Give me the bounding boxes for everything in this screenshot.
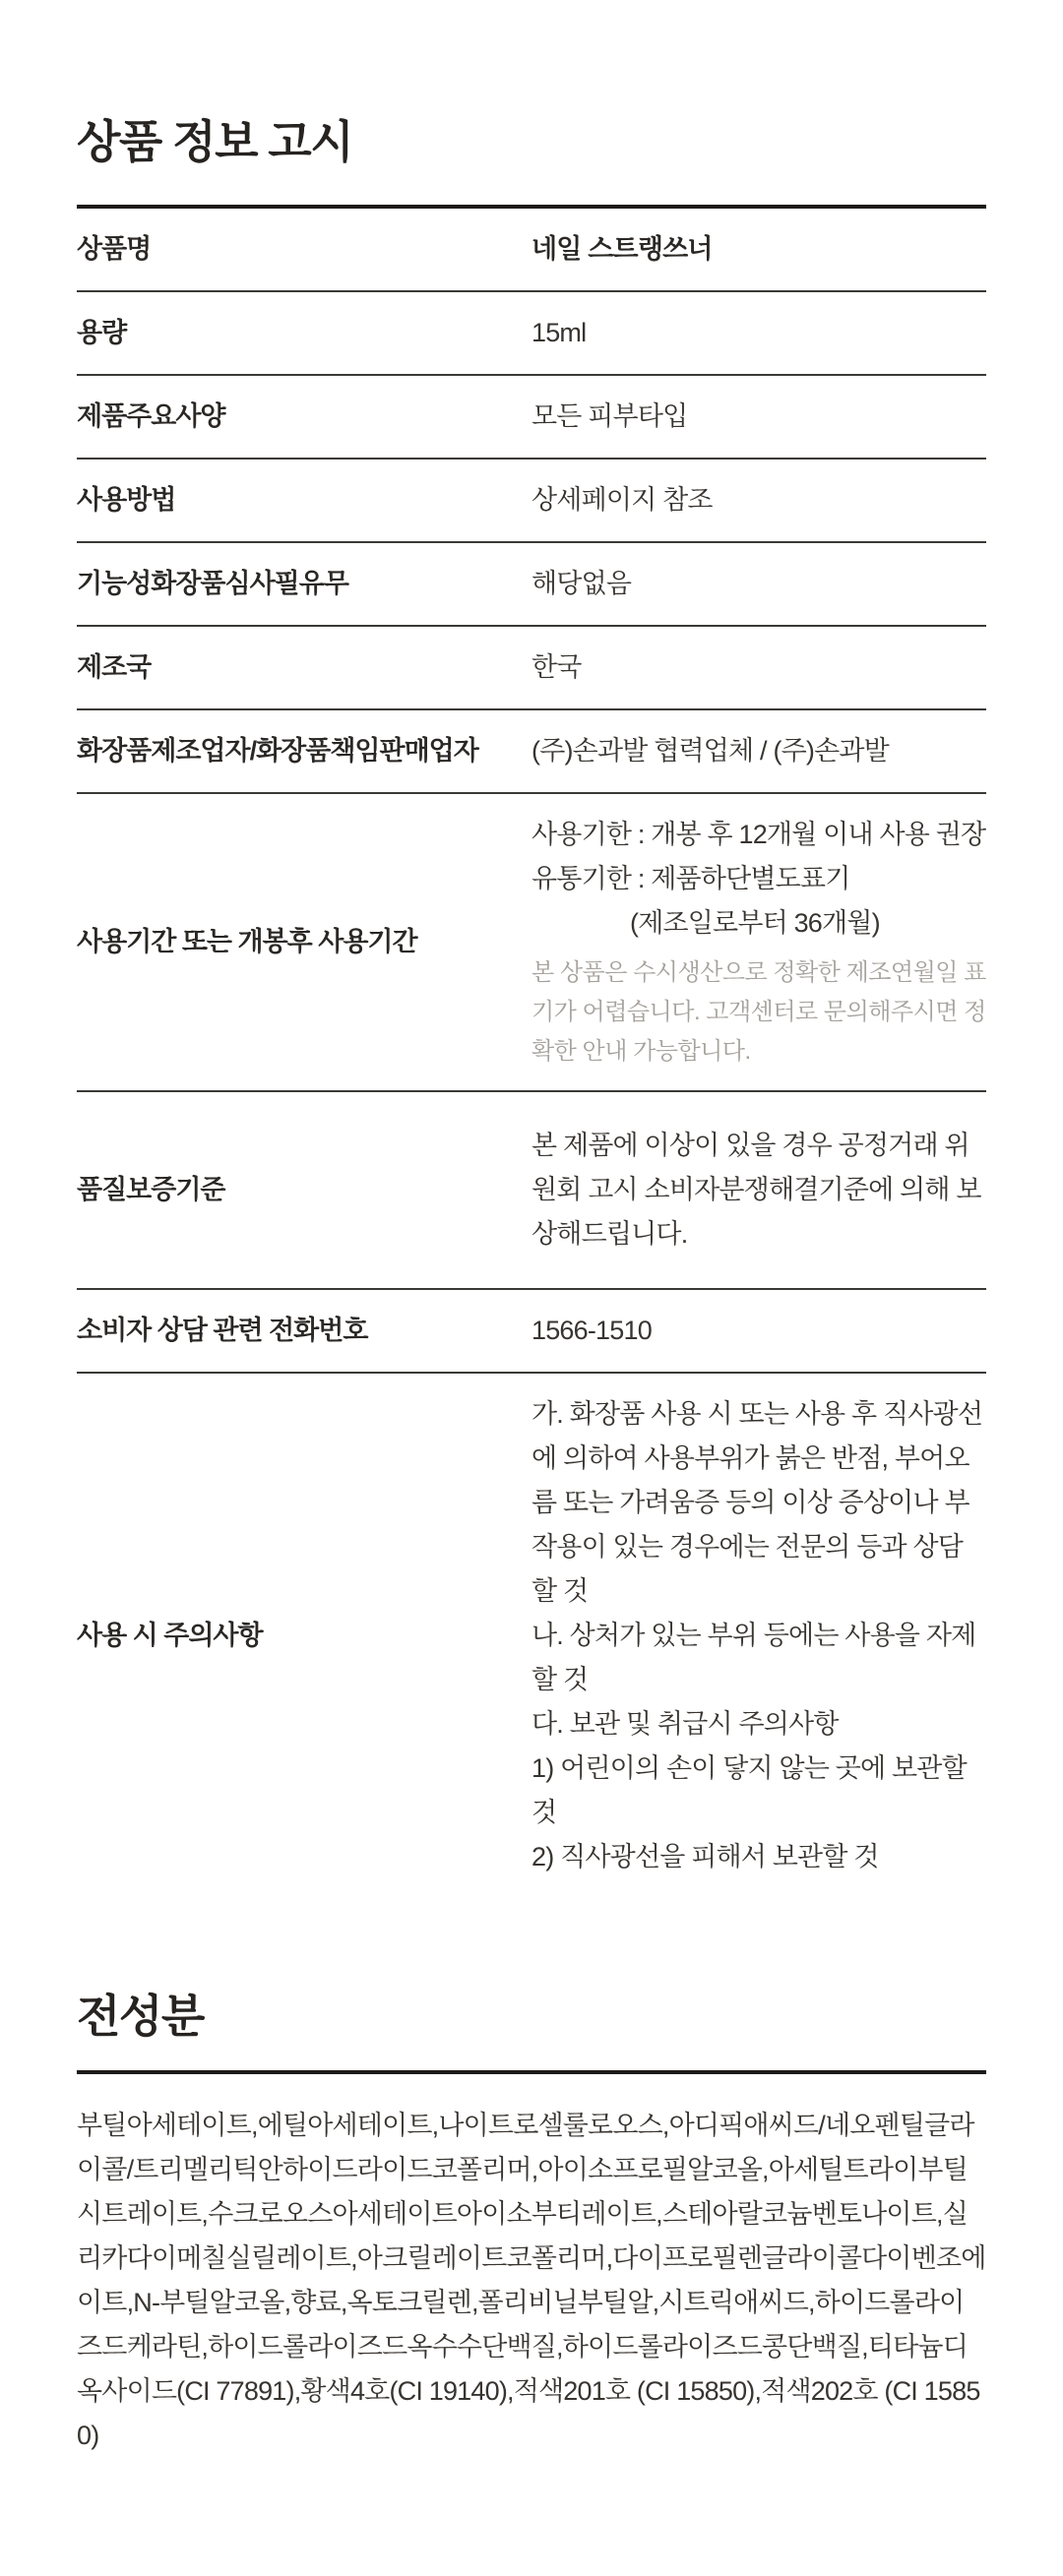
row-label: 사용기간 또는 개봉후 사용기간 bbox=[77, 927, 417, 956]
table-row-precautions bbox=[77, 1374, 986, 1898]
row-value: (주)손과발 협력업체 / (주)손과발 bbox=[532, 735, 889, 766]
usage-period-lines: 사용기한 : 개봉 후 12개월 이내 사용 권장 유통기한 : 제품하단별도표기 (제조일로부터 36개월) bbox=[532, 819, 986, 938]
product-notice-title: 상품 정보 고시 bbox=[77, 116, 353, 167]
table-row-usage-period bbox=[77, 794, 986, 1092]
table-row-volume bbox=[77, 292, 986, 376]
row-label: 제조국 bbox=[77, 652, 152, 682]
table-row-usage-method bbox=[77, 460, 986, 543]
row-label: 소비자 상담 관련 전화번호 bbox=[77, 1316, 368, 1345]
row-value: 상세페이지 참조 bbox=[532, 484, 713, 515]
divider bbox=[77, 2070, 986, 2074]
row-value: 해당없음 bbox=[532, 568, 632, 598]
table-row-country bbox=[77, 627, 986, 710]
table-row-main-spec bbox=[77, 376, 986, 460]
ingredients-section bbox=[77, 1989, 986, 2459]
ingredients-text: 부틸아세테이트,에틸아세테이트,나이트로셀룰로오스,아디픽애씨드/네오펜틸글라이콜/트리멜리틱안하이드라이드코폴리머,아이소프로필알코올,아세틸트라이부틸시트레이트,수크로오스아세테이트아이소부티레이트,스테아랄코늄벤토나이트,실리카다이메칠실릴레이트,아크릴레이트코폴리머,다이프로필렌글라이콜다이벤조에이트,N-부틸알코올,향료,옥토크릴렌,폴리비닐부틸알,시트릭애씨드,하이드롤라이즈드케라틴,하이드롤라이즈드옥수수단백질,하이드롤라이즈드콩단백질,티타늄디옥사이드(CI 77891),황색4호(CI 19140),적색201호 (CI 15850),적색202호 (CI 15850) bbox=[77, 2111, 986, 2450]
table-row-warranty bbox=[77, 1092, 986, 1290]
usage-period-note: 본 상품은 수시생산으로 정확한 제조연월일 표기가 어렵습니다. 고객센터로 문의해주시면 정확한 안내 가능합니다. bbox=[532, 958, 986, 1065]
table-row-consumer-phone bbox=[77, 1290, 986, 1374]
row-value: 1566-1510 bbox=[532, 1315, 652, 1345]
row-label: 기능성화장품심사필유무 bbox=[77, 569, 348, 598]
row-label: 사용방법 bbox=[77, 485, 176, 515]
row-value bbox=[532, 813, 986, 1072]
row-value: 가. 화장품 사용 시 또는 사용 후 직사광선에 의하여 사용부위가 붉은 반점, 부어오름 또는 가려움증 등의 이상 증상이나 부작용이 있는 경우에는 전문의 등과 상담할 것 나. 상처가 있는 부위 등에는 사용을 자제할 것 다. 보관 및 취급시 주의사항 1) 어린이의 손이 닿지 않는 곳에 보관할 것 2) 직사광선을 피해서 보관할 것 bbox=[532, 1398, 983, 1871]
row-label: 상품명 bbox=[77, 234, 152, 264]
row-value: 네일 스트랭쓰너 bbox=[532, 233, 713, 264]
row-label: 사용 시 주의사항 bbox=[77, 1621, 263, 1650]
row-value: 15ml bbox=[532, 317, 587, 347]
table-row-manufacturer bbox=[77, 710, 986, 794]
row-value: 한국 bbox=[532, 651, 582, 682]
row-value: 본 제품에 이상이 있을 경우 공정거래 위원회 고시 소비자분쟁해결기준에 의해 보상해드립니다. bbox=[532, 1130, 981, 1249]
table-row-functional-review bbox=[77, 543, 986, 627]
table-row-product-name bbox=[77, 209, 986, 292]
product-notice-table bbox=[77, 205, 986, 1898]
row-label: 화장품제조업자/화장품책임판매업자 bbox=[77, 736, 478, 766]
row-label: 제품주요사양 bbox=[77, 401, 225, 431]
ingredients-title: 전성분 bbox=[77, 1990, 204, 2042]
row-label: 품질보증기준 bbox=[77, 1175, 225, 1204]
row-value: 모든 피부타입 bbox=[532, 400, 688, 431]
row-label: 용량 bbox=[77, 318, 127, 347]
spacer bbox=[77, 171, 986, 205]
